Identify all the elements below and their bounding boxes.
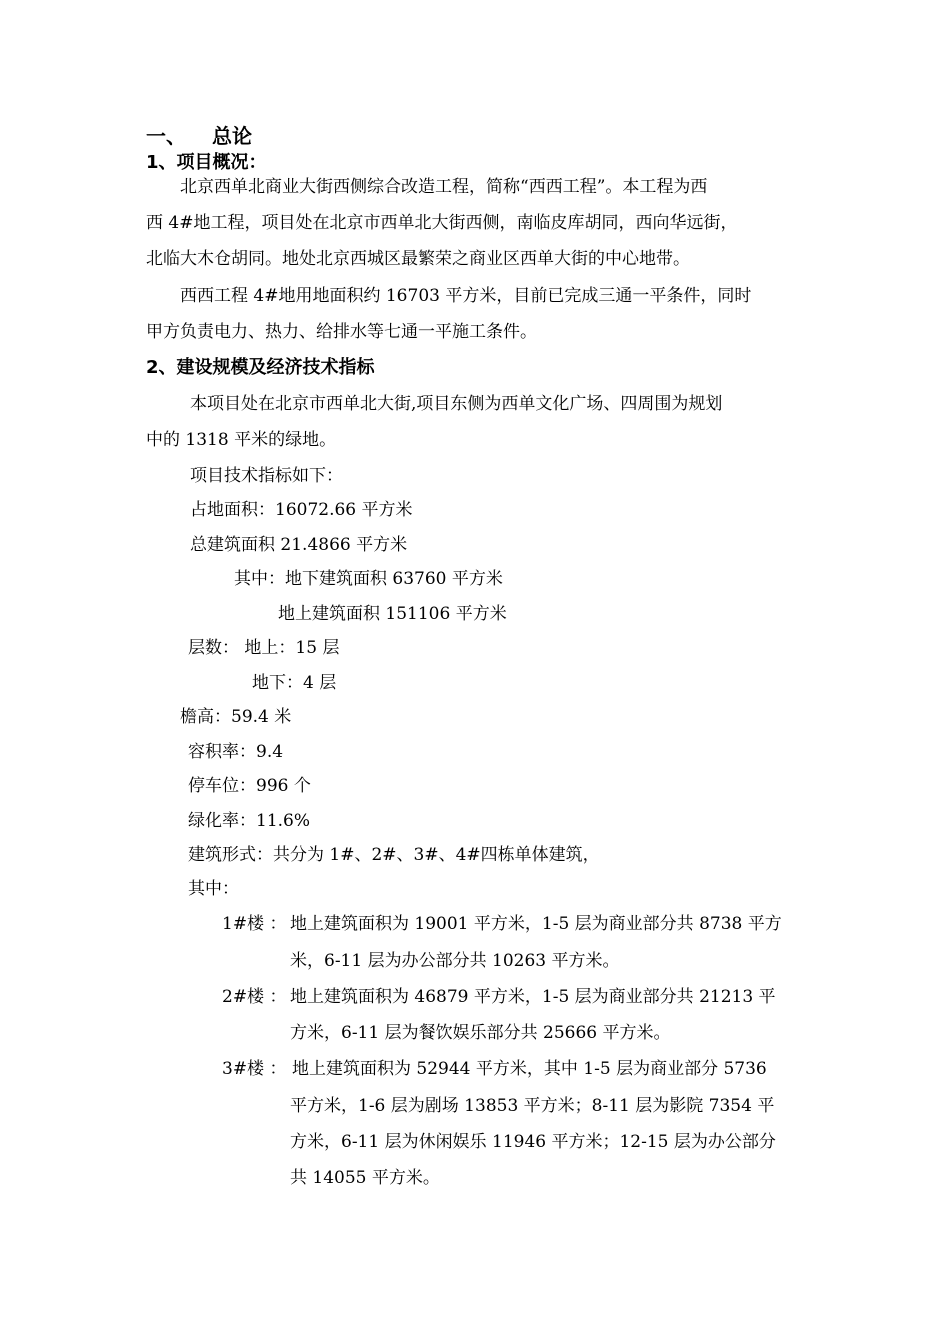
indicator-intro: 项目技术指标如下： bbox=[190, 466, 343, 486]
indicator-total-area: 总建筑面积 21.4866 平方米 bbox=[190, 535, 408, 555]
section-title-scale: 2、建设规模及经济技术指标 bbox=[146, 357, 375, 378]
paragraph-line: 本项目处在北京市西单北大街,项目东侧为西单文化广场、四周围为规划 bbox=[190, 394, 723, 414]
building-label: 2#楼 ： bbox=[222, 987, 287, 1007]
building-line: 共 14055 平方米。 bbox=[290, 1168, 440, 1188]
paragraph-line: 西 4#地工程，项目处在北京市西单北大街西侧，南临皮库胡同，西向华远街， bbox=[146, 213, 738, 233]
indicator-floors-above: 层数： 地上：15 层 bbox=[188, 638, 340, 658]
indicator-greening: 绿化率：11.6% bbox=[188, 811, 311, 831]
indicator-underground-area: 其中：地下建筑面积 63760 平方米 bbox=[234, 569, 503, 589]
building-line: 地上建筑面积为 19001 平方米，1-5 层为商业部分共 8738 平方 bbox=[290, 914, 782, 934]
paragraph-line: 甲方负责电力、热力、给排水等七通一平施工条件。 bbox=[146, 322, 537, 342]
indicator-building-form: 建筑形式：共分为 1#、2#、3#、4#四栋单体建筑， bbox=[188, 845, 600, 865]
chapter-title: 总论 bbox=[212, 124, 252, 148]
building-line: 米，6-11 层为办公部分共 10263 平方米。 bbox=[290, 951, 620, 971]
indicator-land-area: 占地面积：16072.66 平方米 bbox=[190, 500, 413, 520]
paragraph-line: 西西工程 4#地用地面积约 16703 平方米，目前已完成三通一平条件，同时 bbox=[180, 286, 752, 306]
building-label: 3#楼 ： bbox=[222, 1059, 287, 1079]
indicator-plot-ratio: 容积率：9.4 bbox=[188, 742, 284, 762]
section-title-overview: 1、项目概况： bbox=[146, 152, 267, 173]
chapter-number: 一、 bbox=[146, 124, 186, 148]
paragraph-line: 中的 1318 平米的绿地。 bbox=[146, 430, 337, 450]
building-label: 1#楼 ： bbox=[222, 914, 287, 934]
building-line: 方米，6-11 层为餐饮娱乐部分共 25666 平方米。 bbox=[290, 1023, 671, 1043]
building-line: 方米，6-11 层为休闲娱乐 11946 平方米；12-15 层为办公部分 bbox=[290, 1132, 776, 1152]
indicator-floors-below: 地下：4 层 bbox=[252, 673, 337, 693]
building-line: 地上建筑面积为 52944 平方米，其中 1-5 层为商业部分 5736 bbox=[292, 1059, 767, 1079]
paragraph-line: 北临大木仓胡同。地处北京西城区最繁荣之商业区西单大街的中心地带。 bbox=[146, 249, 690, 269]
indicator-eave-height: 檐高：59.4 米 bbox=[180, 707, 292, 727]
building-line: 地上建筑面积为 46879 平方米，1-5 层为商业部分共 21213 平 bbox=[290, 987, 776, 1007]
building-line: 平方米，1-6 层为剧场 13853 平方米；8-11 层为影院 7354 平 bbox=[290, 1096, 775, 1116]
paragraph-line: 北京西单北商业大街西侧综合改造工程，简称“西西工程”。本工程为西 bbox=[180, 177, 708, 197]
indicator-aboveground-area: 地上建筑面积 151106 平方米 bbox=[278, 604, 507, 624]
indicator-parking: 停车位：996 个 bbox=[188, 776, 311, 796]
indicator-among: 其中： bbox=[188, 879, 239, 899]
